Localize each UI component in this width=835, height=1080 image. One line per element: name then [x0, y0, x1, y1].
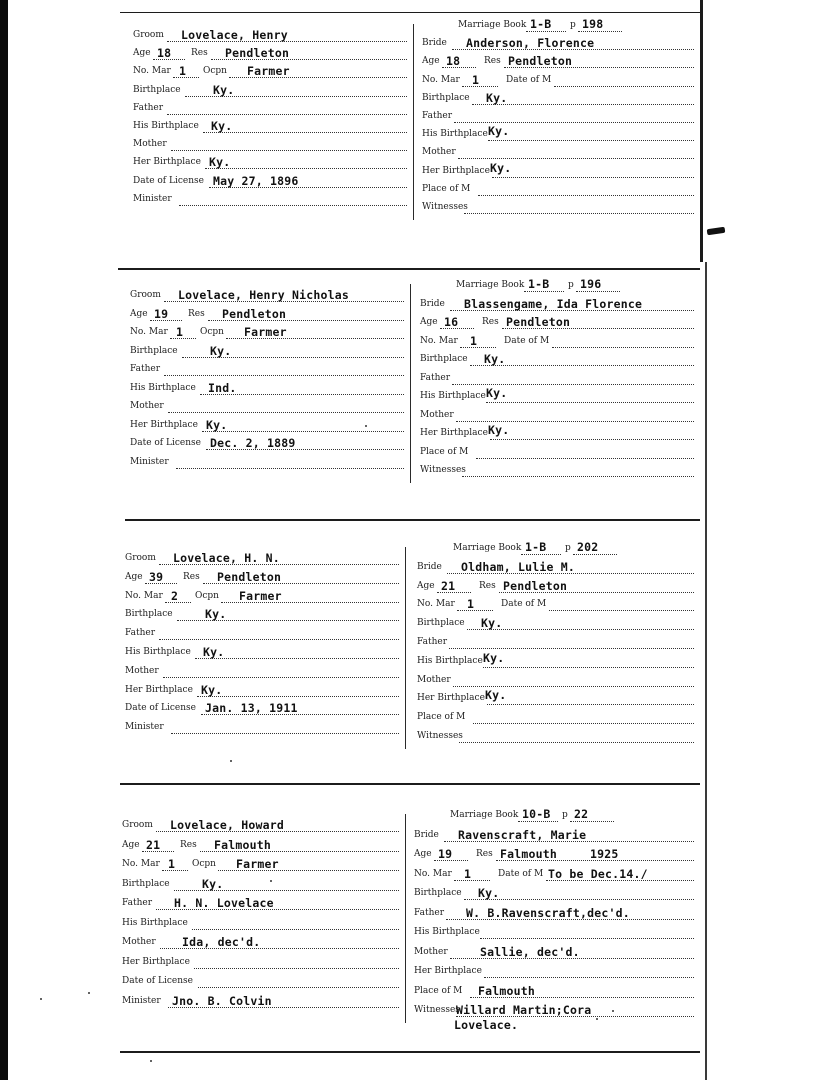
- groom-date-of-license-3: Jan. 13, 1911: [205, 701, 298, 716]
- scan-speck-6: [150, 1060, 152, 1062]
- groom-age-1: 18: [157, 46, 172, 61]
- card-bottom-rule-1: [118, 268, 700, 270]
- marriage-book-label-2: Marriage Book: [456, 280, 525, 290]
- bride-age-label-4: Age: [414, 849, 432, 859]
- groom-mother-label-3: Mother: [125, 665, 159, 676]
- bride-her-birthplace-label-3: Her Birthplace: [417, 693, 485, 704]
- groom-birthplace-3: Ky.: [205, 607, 227, 622]
- groom-his-birthplace-line-3: [195, 658, 399, 659]
- bride-his-birthplace-label-1: His Birthplace: [422, 129, 488, 140]
- bride-father-label-3: Father: [417, 637, 448, 647]
- groom-father-label-3: Father: [125, 628, 156, 639]
- marriage-book-line-3: [521, 554, 561, 555]
- bride-age-4: 19: [438, 847, 453, 861]
- bride-no-mar-2: 1: [470, 333, 478, 348]
- groom-res-2: Pendleton: [222, 306, 287, 321]
- groom-mother-line-3: [163, 677, 399, 678]
- groom-minister-line-1: [179, 205, 407, 206]
- bride-mother-line-2: [456, 421, 694, 422]
- bride-name-2: Blassengame, Ida Florence: [464, 296, 643, 311]
- groom-res-3: Pendleton: [217, 569, 282, 584]
- marriage-book-line-2: [524, 291, 564, 292]
- page-label-4: p: [562, 810, 568, 820]
- groom-her-birthplace-line-3: [197, 696, 399, 697]
- page-number-2: 196: [580, 277, 602, 291]
- bride-birthplace-label-1: Birthplace: [422, 92, 470, 103]
- bride-birthplace-4: Ky.: [478, 886, 500, 900]
- bride-mother-line-1: [458, 158, 694, 159]
- bride-mother-line-3: [453, 686, 694, 687]
- bride-father-label-4: Father: [414, 907, 445, 918]
- page-number-3: 202: [577, 540, 599, 554]
- groom-license-line-4: [198, 987, 399, 988]
- card-bottom-rule-3: [120, 783, 700, 785]
- scan-right-edge-top: [700, 0, 703, 262]
- groom-mother-label-4: Mother: [122, 937, 156, 947]
- bride-her-birthplace-1: Ky.: [490, 160, 512, 175]
- card-divider-4: [405, 814, 406, 1023]
- bride-nomar-line-4: [454, 880, 490, 881]
- bride-nomar-line-1: [462, 86, 498, 87]
- bride-witnesses-label-1: Witnesses: [422, 202, 468, 212]
- groom-her-birthplace-label-4: Her Birthplace: [122, 956, 190, 967]
- bride-bride-label-1: Bride: [422, 38, 447, 49]
- bride-his-birthplace-label-4: His Birthplace: [414, 927, 480, 937]
- groom-mother-line-1: [171, 150, 407, 151]
- groom-date-of-license-2: Dec. 2, 1889: [210, 436, 296, 450]
- bride-no-mar-4: 1: [464, 866, 472, 881]
- bride-no-mar-label-3: No. Mar: [417, 599, 455, 610]
- groom-her-birthplace-label-3: Her Birthplace: [125, 684, 193, 695]
- groom-no-mar-3: 2: [171, 588, 179, 603]
- groom-ocpn-label-3: Ocpn: [195, 590, 219, 601]
- bride-no-mar-label-4: No. Mar: [414, 868, 452, 879]
- bride-mother-label-4: Mother: [414, 946, 448, 957]
- groom-age-label-4: Age: [122, 839, 140, 850]
- groom-name-1: Lovelace, Henry: [181, 28, 288, 42]
- bride-her-birthplace-2: Ky.: [488, 423, 510, 437]
- bride-father-line-2: [452, 384, 694, 385]
- groom-groom-label-1: Groom: [133, 30, 164, 40]
- bride-place-of-m-label-4: Place of M: [414, 985, 463, 996]
- bride-witnesses-continued-4: Lovelace.: [454, 1018, 519, 1032]
- groom-ocpn-label-4: Ocpn: [192, 859, 216, 869]
- card-divider-2: [410, 284, 411, 483]
- groom-her-birthplace-label-1: Her Birthplace: [133, 157, 201, 168]
- bride-birthplace-label-3: Birthplace: [417, 618, 465, 629]
- bride-place-of-m-label-1: Place of M: [422, 183, 471, 194]
- bride-res-3: Pendleton: [503, 578, 568, 593]
- bride-date-of-m-line-2: [552, 347, 694, 348]
- bride-birthplace-label-2: Birthplace: [420, 354, 468, 364]
- bride-date-of-m-line-1: [554, 86, 694, 87]
- bride-witnesses-label-3: Witnesses: [417, 731, 463, 741]
- marriage-book-line-4: [518, 821, 558, 822]
- bride-witnesses-line-1: [464, 213, 694, 214]
- bride-age-label-2: Age: [420, 317, 438, 327]
- groom-his-birthplace-2: Ind.: [208, 380, 237, 395]
- scan-left-edge: [0, 0, 8, 1080]
- bride-place-of-m-label-2: Place of M: [420, 446, 469, 457]
- groom-ocpn-1: Farmer: [247, 64, 290, 79]
- groom-groom-label-4: Groom: [122, 820, 153, 830]
- bride-witnesses-line-3: [459, 742, 694, 743]
- groom-birthplace-4: Ky.: [202, 876, 224, 891]
- groom-father-line-2: [164, 375, 404, 376]
- marriage-book-label-4: Marriage Book: [450, 810, 519, 820]
- bride-age-1: 18: [446, 54, 461, 69]
- groom-ocpn-2: Farmer: [244, 325, 287, 339]
- groom-his-birthplace-label-3: His Birthplace: [125, 647, 191, 657]
- bride-bride-label-2: Bride: [420, 298, 445, 309]
- bride-date-of-m-label-4: Date of M: [498, 868, 544, 879]
- bride-his-birthplace-line-1: [488, 140, 694, 141]
- bride-year-4: 1925: [590, 847, 619, 861]
- groom-no-mar-1: 1: [179, 64, 187, 79]
- marriage-book-number-3: 1-B: [525, 540, 547, 554]
- scan-right-edge-bottom: [705, 262, 707, 1080]
- groom-date-of-license-1: May 27, 1896: [213, 173, 299, 188]
- marriage-book-line-1: [526, 31, 566, 32]
- groom-minister-line-2: [176, 468, 404, 469]
- page-line-4: [570, 821, 614, 822]
- bride-place-of-m-label-3: Place of M: [417, 712, 466, 723]
- groom-his-birthplace-1: Ky.: [211, 119, 233, 133]
- groom-mother-line-2: [168, 412, 404, 413]
- groom-minister-line-3: [171, 733, 399, 734]
- bride-her-birthplace-label-1: Her Birthplace: [422, 165, 490, 176]
- bride-father-line-3: [449, 648, 694, 649]
- groom-age-2: 19: [154, 306, 169, 321]
- groom-ocpn-label-2: Ocpn: [200, 327, 224, 337]
- bride-witnesses-label-4: Witnesses: [414, 1005, 460, 1015]
- bride-birthplace-3: Ky.: [481, 616, 503, 631]
- bride-name-1: Anderson, Florence: [466, 36, 595, 51]
- marriage-book-number-1: 1-B: [530, 17, 552, 31]
- page-line-2: [576, 291, 620, 292]
- scan-speck-1: [88, 992, 90, 994]
- groom-ocpn-label-1: Ocpn: [203, 66, 227, 77]
- groom-father-label-1: Father: [133, 102, 164, 113]
- groom-name-3: Lovelace, H. N.: [173, 551, 280, 565]
- bride-place-of-m-line-2: [476, 458, 694, 459]
- bride-his-birthplace-label-3: His Birthplace: [417, 655, 483, 666]
- groom-no-mar-label-1: No. Mar: [133, 66, 171, 77]
- groom-minister-label-2: Minister: [130, 456, 169, 467]
- bride-her-birthplace-line-1: [492, 177, 694, 178]
- bride-mother-4: Sallie, dec'd.: [480, 944, 580, 959]
- bride-bride-label-4: Bride: [414, 829, 439, 840]
- groom-groom-label-2: Groom: [130, 290, 161, 300]
- marriage-book-number-4: 10-B: [522, 807, 551, 821]
- bride-father-4: W. B.Ravenscraft,dec'd.: [466, 905, 630, 920]
- groom-his-birthplace-label-2: His Birthplace: [130, 382, 196, 393]
- bride-witnesses-label-2: Witnesses: [420, 465, 466, 475]
- groom-her-birthplace-label-2: Her Birthplace: [130, 419, 198, 430]
- groom-date-of-license-label-1: Date of License: [133, 175, 204, 186]
- bride-res-1: Pendleton: [508, 54, 573, 69]
- bride-bride-label-3: Bride: [417, 561, 442, 572]
- groom-name-2: Lovelace, Henry Nicholas: [178, 288, 349, 302]
- groom-no-mar-4: 1: [168, 857, 176, 871]
- groom-her-birthplace-2: Ky.: [206, 417, 228, 432]
- groom-birthplace-2: Ky.: [210, 343, 232, 358]
- bride-his-birthplace-line-3: [483, 667, 694, 668]
- bride-his-birthplace-1: Ky.: [488, 124, 510, 139]
- bride-his-birthplace-3: Ky.: [483, 650, 505, 665]
- groom-res-4: Falmouth: [214, 837, 271, 852]
- groom-birthplace-label-1: Birthplace: [133, 84, 181, 95]
- groom-minister-4: Jno. B. Colvin: [172, 993, 272, 1008]
- scan-speck-7: [270, 880, 272, 882]
- bride-date-of-m-label-3: Date of M: [501, 599, 547, 610]
- groom-her-birthplace-line-1: [205, 168, 407, 169]
- bride-age-label-1: Age: [422, 56, 440, 67]
- groom-his-birthplace-label-1: His Birthplace: [133, 121, 199, 131]
- bride-name-4: Ravenscraft, Marie: [458, 827, 587, 842]
- bride-father-label-1: Father: [422, 111, 453, 121]
- bride-her-birthplace-label-2: Her Birthplace: [420, 428, 488, 438]
- groom-birthplace-1: Ky.: [213, 82, 235, 97]
- groom-res-label-1: Res: [191, 48, 208, 59]
- groom-age-label-3: Age: [125, 571, 143, 582]
- groom-her-birthplace-line-4: [194, 968, 399, 969]
- groom-his-birthplace-line-4: [192, 929, 399, 930]
- bride-father-label-2: Father: [420, 372, 451, 383]
- scan-speck-8: [365, 425, 367, 427]
- groom-res-label-4: Res: [180, 839, 197, 850]
- card-bottom-rule-2: [125, 519, 700, 521]
- bride-her-birthplace-line-4: [484, 977, 694, 978]
- bride-age-2: 16: [444, 315, 459, 329]
- groom-father-line-1: [167, 114, 407, 115]
- bride-res-label-4: Res: [476, 849, 493, 859]
- bride-res-4: Falmouth: [500, 847, 557, 861]
- bride-date-of-m-line-3: [549, 610, 694, 611]
- scan-speck-3: [230, 760, 232, 762]
- groom-her-birthplace-1: Ky.: [209, 155, 231, 170]
- groom-ocpn-4: Farmer: [236, 857, 279, 871]
- page-label-3: p: [565, 543, 571, 553]
- bride-place-of-m-line-3: [473, 723, 694, 724]
- bride-date-of-m-4: To be Dec.14./: [548, 866, 648, 881]
- bride-res-label-3: Res: [479, 580, 496, 591]
- groom-his-birthplace-line-1: [203, 132, 407, 133]
- groom-minister-label-3: Minister: [125, 722, 164, 733]
- marriage-book-label-1: Marriage Book: [458, 20, 527, 30]
- groom-birthplace-label-4: Birthplace: [122, 878, 170, 889]
- bride-birthplace-2: Ky.: [484, 352, 506, 366]
- scan-speck-5: [612, 1010, 614, 1012]
- groom-age-label-2: Age: [130, 308, 148, 319]
- bride-father-line-1: [454, 122, 694, 123]
- groom-birthplace-label-3: Birthplace: [125, 609, 173, 620]
- bride-witnesses-4: Willard Martin;Cora: [456, 1003, 592, 1017]
- groom-date-of-license-label-4: Date of License: [122, 976, 193, 986]
- groom-father-label-2: Father: [130, 364, 161, 374]
- bride-res-label-1: Res: [484, 56, 501, 67]
- groom-her-birthplace-line-2: [202, 431, 404, 432]
- bride-her-birthplace-label-4: Her Birthplace: [414, 966, 482, 976]
- groom-minister-label-1: Minister: [133, 193, 172, 204]
- groom-date-of-license-label-2: Date of License: [130, 438, 201, 448]
- groom-res-1: Pendleton: [225, 46, 290, 61]
- bride-place-of-m-line-1: [478, 195, 694, 196]
- bride-no-mar-3: 1: [467, 597, 475, 612]
- groom-father-label-4: Father: [122, 898, 153, 908]
- page-line-3: [573, 554, 617, 555]
- groom-father-4: H. N. Lovelace: [174, 896, 274, 910]
- page-label-1: p: [570, 20, 576, 30]
- bride-date-of-m-label-2: Date of M: [504, 335, 550, 346]
- bride-his-birthplace-label-2: His Birthplace: [420, 391, 486, 401]
- groom-name-4: Lovelace, Howard: [170, 818, 284, 832]
- bride-res-2: Pendleton: [506, 315, 571, 329]
- scan-smudge: [707, 227, 726, 235]
- bride-res-label-2: Res: [482, 317, 499, 327]
- bride-no-mar-1: 1: [472, 72, 480, 87]
- marriage-book-label-3: Marriage Book: [453, 543, 522, 553]
- groom-no-mar-label-4: No. Mar: [122, 859, 160, 869]
- bride-place-of-m-4: Falmouth: [478, 983, 535, 998]
- groom-age-3: 39: [149, 569, 164, 584]
- groom-mother-label-1: Mother: [133, 139, 167, 150]
- marriage-book-number-2: 1-B: [528, 277, 550, 291]
- card-divider-3: [405, 547, 406, 749]
- scan-speck-2: [40, 998, 42, 1000]
- groom-no-mar-label-3: No. Mar: [125, 590, 163, 601]
- groom-father-line-3: [159, 639, 399, 640]
- bride-mother-label-1: Mother: [422, 147, 456, 158]
- groom-birthplace-label-2: Birthplace: [130, 345, 178, 356]
- groom-no-mar-label-2: No. Mar: [130, 327, 168, 337]
- page-number-1: 198: [582, 17, 604, 31]
- card-top-rule: [120, 12, 700, 13]
- bride-age-label-3: Age: [417, 580, 435, 591]
- bride-birthplace-label-4: Birthplace: [414, 888, 462, 898]
- groom-his-birthplace-3: Ky.: [203, 645, 225, 659]
- scan-speck-4: [596, 1018, 598, 1020]
- groom-res-label-2: Res: [188, 308, 205, 319]
- groom-ocpn-3: Farmer: [239, 588, 282, 603]
- bride-name-3: Oldham, Lulie M.: [461, 559, 575, 574]
- groom-res-label-3: Res: [183, 571, 200, 582]
- page-label-2: p: [568, 280, 574, 290]
- groom-no-mar-2: 1: [176, 325, 184, 339]
- page-line-1: [578, 31, 622, 32]
- groom-her-birthplace-3: Ky.: [201, 682, 223, 697]
- bride-mother-label-2: Mother: [420, 409, 454, 420]
- bride-date-of-m-label-1: Date of M: [506, 74, 552, 85]
- card-bottom-rule-4: [120, 1051, 700, 1053]
- bride-her-birthplace-line-3: [487, 704, 694, 705]
- bride-mother-label-3: Mother: [417, 674, 451, 685]
- bride-witnesses-line-2: [462, 476, 694, 477]
- bride-nomar-line-2: [460, 347, 496, 348]
- groom-mother-label-2: Mother: [130, 401, 164, 411]
- card-divider-1: [413, 24, 414, 220]
- bride-his-birthplace-line-2: [486, 402, 694, 403]
- groom-his-birthplace-label-4: His Birthplace: [122, 917, 188, 928]
- page-number-4: 22: [574, 807, 589, 821]
- bride-nomar-line-3: [457, 610, 493, 611]
- groom-age-4: 21: [146, 837, 161, 852]
- bride-her-birthplace-3: Ky.: [485, 688, 507, 703]
- bride-age-3: 21: [441, 578, 456, 593]
- bride-no-mar-label-1: No. Mar: [422, 74, 460, 85]
- groom-groom-label-3: Groom: [125, 553, 156, 563]
- bride-birthplace-1: Ky.: [486, 90, 508, 105]
- bride-no-mar-label-2: No. Mar: [420, 335, 458, 346]
- bride-his-birthplace-line-4: [480, 938, 694, 939]
- bride-her-birthplace-line-2: [490, 439, 694, 440]
- groom-age-label-1: Age: [133, 48, 151, 59]
- bride-his-birthplace-2: Ky.: [486, 386, 508, 400]
- groom-minister-label-4: Minister: [122, 995, 161, 1006]
- groom-mother-4: Ida, dec'd.: [182, 935, 261, 949]
- groom-date-of-license-label-3: Date of License: [125, 703, 196, 714]
